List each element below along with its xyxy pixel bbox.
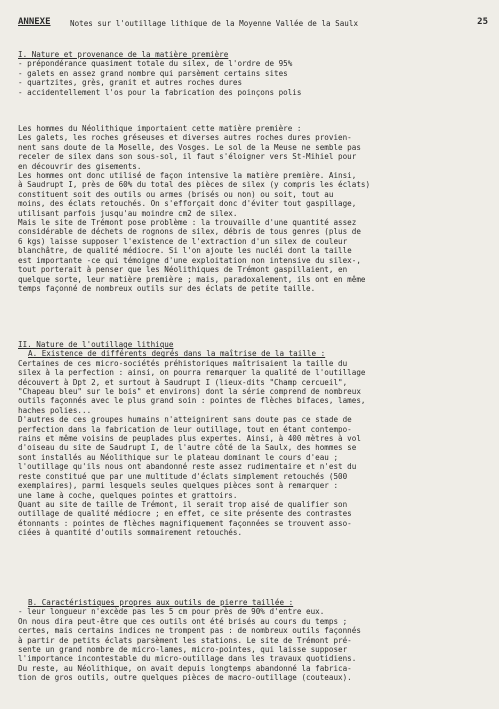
text-line: étonnants : pointes de flèches magnifiquement façonnées se trouvent asso- xyxy=(18,518,352,528)
text-line: Quant au site de taille de Trémont, il serait trop aisé de qualifier son xyxy=(18,499,348,509)
text-line: - leur longueur n'excède pas les 5 cm pour près de 90% d'entre eux. xyxy=(18,607,325,617)
text-line: Les galets, les roches gréseuses et diverses autres roches dures provien- xyxy=(18,133,352,143)
text-line: tion de gros outils, outre quelques pièces de macro-outillage (couteaux). xyxy=(18,673,352,683)
bullet-item: - galets en assez grand nombre qui parsèment certains sites xyxy=(18,68,288,78)
text-line: sente un grand nombre de micro-lames, micro-pointes, qui laisse supposer xyxy=(18,645,348,655)
text-line: "Chapeau bleu" sur le bois" et environs) dont la série comprend de nombreux xyxy=(18,387,361,397)
text-line: à partir de petits éclats parsèment les stations. Le site de Trémont pré- xyxy=(18,635,352,645)
text-line: certes, mais certains indices ne trompent pas : de nombreux outils façonnés xyxy=(18,626,361,636)
text-line: D'autres de ces groupes humains n'atteignirent sans doute pas ce stade de xyxy=(18,415,352,425)
text-line: rains et même voisins de peuplades plus expertes. Ainsi, à 400 mètres à vol xyxy=(18,434,361,444)
text-line: utilisant parfois jusqu'au moindre cm2 de silex. xyxy=(18,208,238,218)
document-title: Notes sur l'outillage lithique de la Moyenne Vallée de la Saulx xyxy=(70,19,359,28)
text-line: considérable de déchets de rognons de silex, débris de tous genres (plus de xyxy=(18,227,361,237)
text-line: outils façonnés avec le plus grand soin : pointes de flèches bifaces, lames, xyxy=(18,396,366,406)
text-line: 6 kgs) laisse supposer l'existence de l'extraction d'un silex de couleur xyxy=(18,236,348,246)
text-line: blanchâtre, de qualité médiocre. Si l'on ajoute les nucléi dont la taille xyxy=(18,246,352,256)
text-line: d'oiseau du site de Saudrupt I, de l'autre côté de la Saulx, des hommes se xyxy=(18,443,357,453)
subsection-a-heading: A. Existence de différents degrés dans la maîtrise de la taille : xyxy=(28,349,326,359)
text-line: sont installés au Néolithique sur le plateau dominant le cours d'eau ; xyxy=(18,452,339,462)
text-line: Mais le site de Trémont pose problème : la trouvaille d'une quantité assez xyxy=(18,218,357,228)
text-line: nent sans doute de la Moselle, des Vosges. Le sol de la Meuse ne semble pas xyxy=(18,142,361,152)
text-line: l'importance incontestable du micro-outillage dans les travaux quotidiens. xyxy=(18,654,357,664)
bullet-item: - accidentellement l'os pour la fabrication des poinçons polis xyxy=(18,87,302,97)
text-line: est importante -ce qui témoigne d'une exploitation non intensive du silex-, xyxy=(18,255,361,265)
text-line: receler de silex dans son sous-sol, il faut s'éloigner vers St-Mihiel pour xyxy=(18,152,357,162)
text-line: l'outillage qu'ils nous ont abandonné reste assez rudimentaire et n'est du xyxy=(18,462,357,472)
text-line: haches polies... xyxy=(18,405,92,415)
text-line: quelque sorte, leur matière première ; mais, paradoxalement, ils ont en même xyxy=(18,274,366,284)
page-header xyxy=(18,18,488,32)
section-2-heading: II. Nature de l'outillage lithique xyxy=(18,340,174,349)
text-line: On nous dira peut-être que ces outils ont été brisés au cours du temps ; xyxy=(18,616,348,626)
text-line: Du reste, au Néolithique, on avait depuis longtemps abandonné la fabrica- xyxy=(18,663,352,673)
text-line: exemplaires), parmi lesquels seules quelques pièces sont à remarquer : xyxy=(18,481,339,491)
text-line: reste constitué que par une multitude d'éclats simplement retouchés (500 xyxy=(18,471,348,481)
annexe-label: ANNEXE xyxy=(18,17,51,27)
text-line: perfection dans la fabrication de leur outillage, tout en étant contempo- xyxy=(18,424,352,434)
text-line: constituent soit des outils ou armes (brisés ou non) ou soit, tout au xyxy=(18,189,334,199)
text-line: temps façonné de nombreux outils sur des éclats de petite taille. xyxy=(18,283,316,293)
text-line: Certaines de ces micro-sociétés préhistoriques maîtrisaient la taille du xyxy=(18,358,348,368)
page-number: 25 xyxy=(477,17,488,27)
text-line: en découvrir des gisements. xyxy=(18,161,142,171)
text-line: à Saudrupt I, près de 60% du total des pièces de silex (y compris les éclats) xyxy=(18,180,371,190)
bullet-item: - quartzites, grès, granit et autres roches dures xyxy=(18,78,243,88)
text-line: outillage de qualité médiocre ; en effet, ce site présente des contrastes xyxy=(18,509,352,519)
text-line: ciées à quantité d'outils sommairement retouchés. xyxy=(18,528,243,538)
section-1 xyxy=(18,50,484,97)
text-line: tout porterait à penser que les Néolithiques de Trémont gaspillaient, en xyxy=(18,265,348,275)
subsection-b-heading: B. Caractéristiques propres aux outils de pierre taillée : xyxy=(28,598,294,607)
text-line: découvert à Dpt 2, et surtout à Saudrupt I (lieux-dits "Champ cercueil", xyxy=(18,377,348,387)
text-line: Les hommes du Néolithique importaient cette matière première : xyxy=(18,124,302,133)
section-1-paragraph xyxy=(18,124,484,293)
text-line: une lame à coche, quelques pointes et grattoirs. xyxy=(18,490,238,500)
text-line: Les hommes ont donc utilisé de façon intensive la matière première. Ainsi, xyxy=(18,171,357,181)
bullet-item: - prépondérance quasiment totale du silex, de l'ordre de 95% xyxy=(18,59,293,69)
text-line: moins, des éclats retouchés. On s'efforçait donc d'éviter tout gaspillage, xyxy=(18,199,357,209)
section-2 xyxy=(18,340,484,538)
section-1-heading: I. Nature et provenance de la matière première xyxy=(18,50,229,59)
text-line: silex à la perfection : ainsi, on pourra remarquer la qualité de l'outillage xyxy=(18,368,366,378)
subsection-b xyxy=(18,598,484,683)
